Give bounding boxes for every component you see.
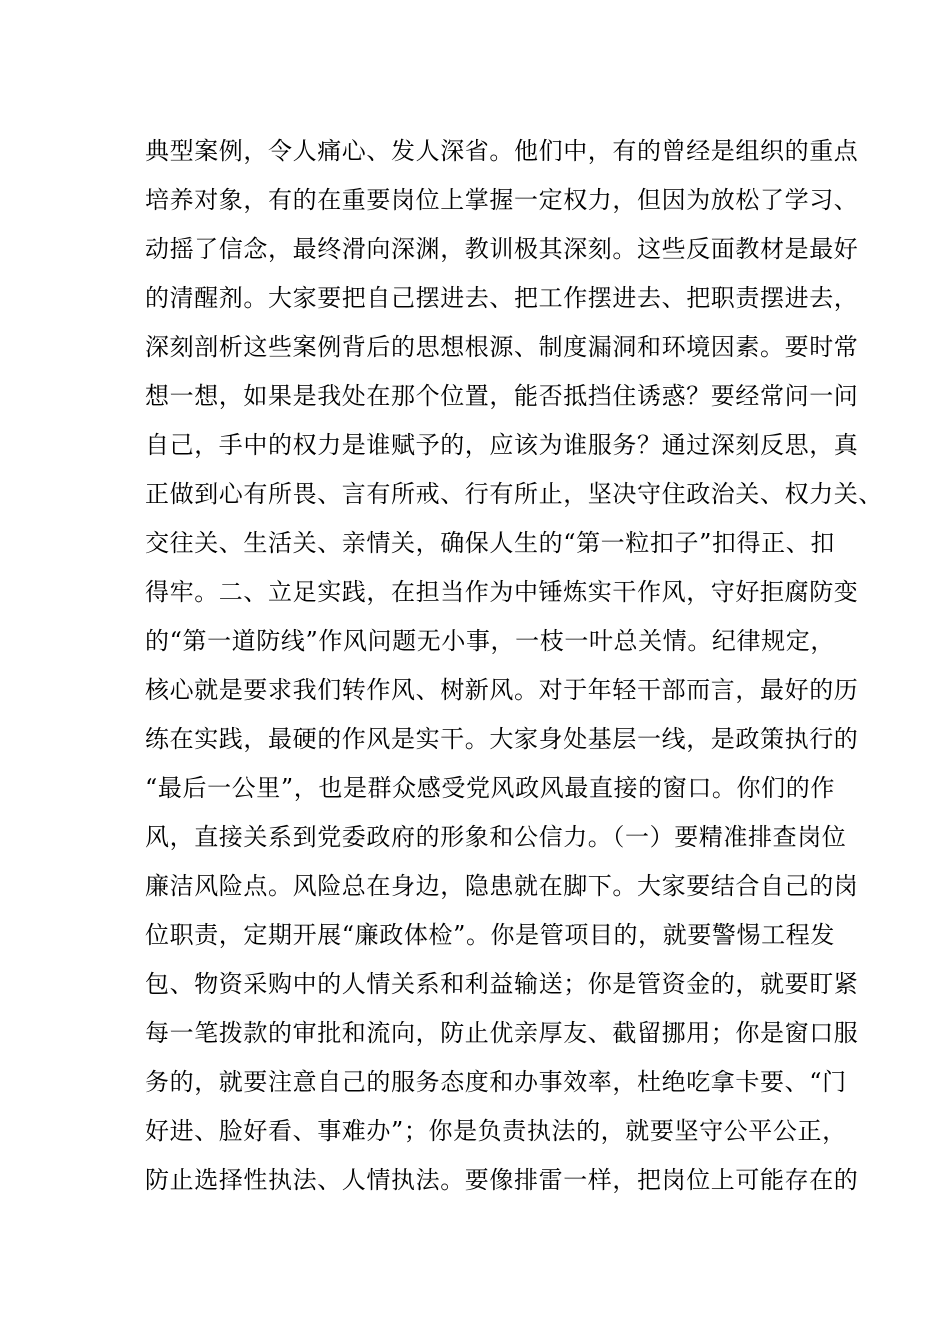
text-line: 好进、脸好看、事难办”；你是负责执法的，就要坚守公平公正， bbox=[145, 1117, 847, 1145]
text-line: 交往关、生活关、亲情关，确保人生的“第一粒扣子”扣得正、扣 bbox=[145, 529, 835, 557]
text-line: 的清醒剂。大家要把自己摆进去、把工作摆进去、把职责摆进去， bbox=[145, 284, 859, 312]
text-line: 动摇了信念，最终滑向深渊，教训极其深刻。这些反面教材是最好 bbox=[145, 235, 859, 263]
text-line: 深刻剖析这些案例背后的思想根源、制度漏洞和环境因素。要时常 bbox=[145, 333, 859, 361]
text-line: 风，直接关系到党委政府的形象和公信力。（一）要精准排查岗位 bbox=[145, 823, 847, 851]
text-line: “最后一公里”，也是群众感受党风政风最直接的窗口。你们的作 bbox=[145, 774, 835, 802]
text-line: 正做到心有所畏、言有所戒、行有所止，坚决守住政治关、权力关、 bbox=[145, 480, 883, 508]
text-line: 培养对象，有的在重要岗位上掌握一定权力，但因为放松了学习、 bbox=[145, 186, 859, 214]
text-line: 核心就是要求我们转作风、树新风。对于年轻干部而言，最好的历 bbox=[145, 676, 859, 704]
text-line: 位职责，定期开展“廉政体检”。你是管项目的，就要警惕工程发 bbox=[145, 921, 835, 949]
text-line: 练在实践，最硬的作风是实干。大家身处基层一线，是政策执行的 bbox=[145, 725, 859, 753]
text-line: 得牢。二、立足实践，在担当作为中锤炼实干作风，守好拒腐防变 bbox=[145, 578, 859, 606]
text-line: 廉洁风险点。风险总在身边，隐患就在脚下。大家要结合自己的岗 bbox=[145, 872, 859, 900]
text-line: 想一想，如果是我处在那个位置，能否抵挡住诱惑？要经常问一问 bbox=[145, 382, 859, 410]
text-line: 自己，手中的权力是谁赋予的，应该为谁服务？通过深刻反思，真 bbox=[145, 431, 859, 459]
text-line: 的“第一道防线”作风问题无小事，一枝一叶总关情。纪律规定， bbox=[145, 627, 835, 655]
text-line: 每一笔拨款的审批和流向，防止优亲厚友、截留挪用；你是窗口服 bbox=[145, 1019, 859, 1047]
text-line: 典型案例，令人痛心、发人深省。他们中，有的曾经是组织的重点 bbox=[145, 137, 859, 165]
text-line: 包、物资采购中的人情关系和利益输送；你是管资金的，就要盯紧 bbox=[145, 970, 859, 998]
text-line: 务的，就要注意自己的服务态度和办事效率，杜绝吃拿卡要、“门 bbox=[145, 1068, 847, 1096]
text-line: 防止选择性执法、人情执法。要像排雷一样，把岗位上可能存在的 bbox=[145, 1166, 859, 1194]
